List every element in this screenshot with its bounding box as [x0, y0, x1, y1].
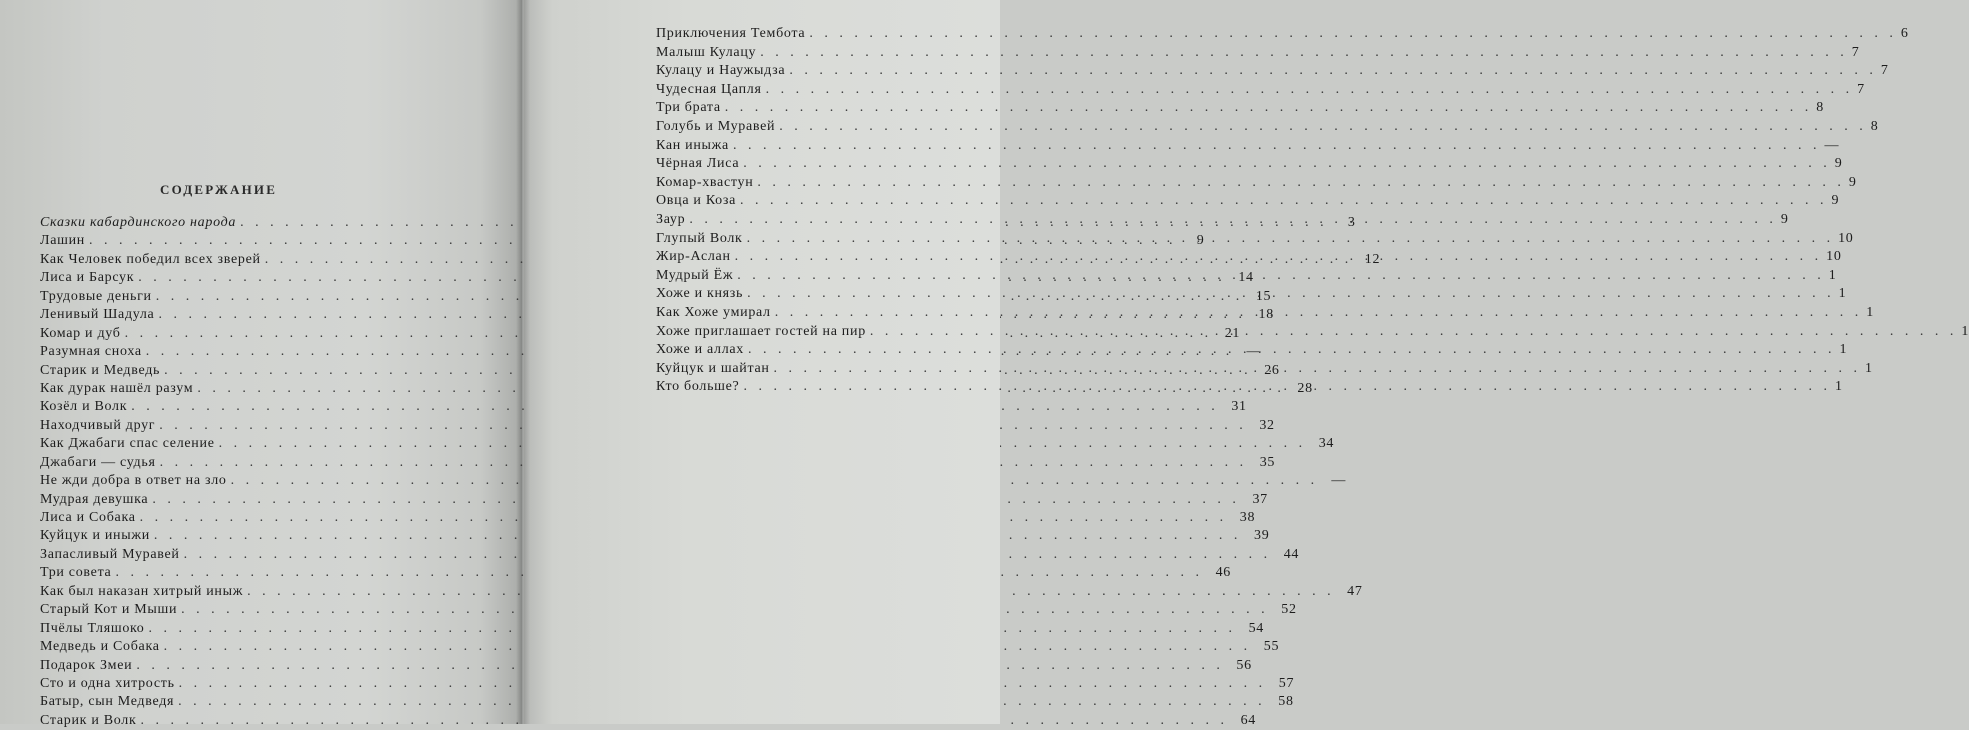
toc-entry-title: Кан иныжа [656, 137, 729, 153]
toc-entry-page-number: 14 [1238, 270, 1254, 286]
toc-entry-page-number: 7 [1880, 63, 1889, 79]
toc-entry-title: Приключения Тембота [656, 26, 806, 41]
toc-entry [656, 230, 1854, 249]
toc-entry [40, 546, 1300, 564]
toc-entry-page-number: — [1824, 137, 1840, 153]
toc-entry-title: Малыш Кулацу [656, 44, 757, 60]
toc-entry-page-number: 44 [1283, 546, 1300, 562]
toc-entry-title: Чёрная Лиса [656, 156, 740, 172]
toc-entry [40, 657, 1252, 675]
toc-entry-page-number: 1 [1828, 267, 1837, 283]
toc-entry-title: Комар и дуб [40, 325, 121, 341]
dot-leader [747, 230, 1835, 249]
toc-entry-page-number: 1 [1839, 342, 1848, 358]
toc-entry-title: Мудрая девушка [40, 491, 149, 507]
dot-leader [757, 174, 1845, 193]
toc-entry-title: Лиса и Собака [40, 510, 136, 525]
toc-entry-page-number: 9 [1196, 233, 1205, 249]
toc-entry-title: Как Хоже умирал [656, 304, 771, 320]
toc-entry-title: Старик и Волк [40, 712, 137, 728]
toc-entry-page-number: 39 [1254, 528, 1270, 544]
dot-leader [737, 267, 1825, 286]
toc-entry [40, 620, 1265, 638]
toc-entry-title: Подарок Змеи [40, 657, 133, 673]
toc-entry-title: Пчёлы Тляшоко [40, 620, 145, 636]
dot-leader [747, 285, 1835, 304]
toc-entry-page-number: — [1246, 344, 1262, 360]
toc-entry [656, 211, 1789, 230]
toc-entry-page-number: 10 [1838, 230, 1854, 246]
toc-entry-page-number: 47 [1347, 583, 1363, 599]
toc-entry [40, 527, 1270, 545]
toc-entry-title: Не жди добра в ответ на зло [40, 473, 227, 489]
toc-entry-title: Хоже приглашает гостей на пир [656, 323, 866, 339]
toc-entry-title: Комар-хвастун [656, 174, 754, 190]
toc-entry-title: Козёл и Волк [40, 399, 128, 415]
toc-entry-page-number: 34 [1318, 436, 1335, 452]
dot-leader [735, 248, 1823, 267]
toc-entry [656, 99, 1824, 118]
toc-entry-title: Чудесная Цапля [656, 81, 762, 97]
dot-leader [740, 192, 1828, 211]
toc-entry-page-number: 7 [1857, 81, 1865, 97]
toc-entry-title: Глупый Волк [656, 230, 743, 246]
toc-entry-page-number: 9 [1831, 193, 1840, 209]
toc-entry-page-number: 1 [1834, 379, 1843, 395]
toc-entry-page-number: 21 [1224, 325, 1241, 341]
toc-entry [40, 601, 1297, 619]
toc-entry-title: Сто и одна хитрость [40, 675, 175, 691]
book-spine-gutter [516, 0, 530, 724]
toc-entry-title: Старый Кот и Мыши [40, 602, 178, 618]
toc-entry-page-number: 52 [1281, 602, 1297, 618]
dot-leader [748, 341, 1836, 360]
toc-entry-title: Медведь и Собака [40, 639, 160, 655]
toc-entry-page-number: 6 [1900, 26, 1909, 41]
toc-entry-page-number: 8 [1816, 100, 1824, 116]
toc-entry-page-number: 9 [1834, 156, 1843, 172]
toc-entry-title: Лиса и Барсук [40, 270, 135, 286]
toc-entry-title: Как Человек победил всех зверей [40, 251, 261, 267]
toc-entry-title: Хоже и князь [656, 286, 744, 302]
toc-entry-title: Лашин [40, 233, 85, 249]
toc-entry-page-number: 58 [1278, 694, 1294, 710]
toc-entry [656, 25, 1909, 44]
toc-entry-page-number: 7 [1851, 44, 1860, 60]
toc-entry [656, 44, 1860, 63]
toc-entry-title: Голубь и Муравей [656, 118, 776, 134]
toc-entry-title: Мудрый Ёж [656, 267, 734, 283]
toc-entry-page-number: 10 [1826, 249, 1842, 265]
toc-entry-title: Заур [656, 211, 686, 227]
toc-entry [40, 509, 1256, 527]
toc-entry [40, 435, 1335, 453]
toc-entry-title: Кто больше? [656, 379, 740, 395]
toc-entry [40, 398, 1247, 416]
toc-entry-page-number: 64 [1240, 712, 1256, 728]
toc-entry-title: Три совета [40, 565, 112, 581]
toc-entry-title: Находчивый друг [40, 417, 156, 433]
toc-entry-page-number: 37 [1252, 491, 1268, 507]
dot-leader [733, 137, 1821, 156]
toc-entry-title: Куйцук и шайтан [656, 360, 770, 376]
dot-leader [789, 62, 1877, 81]
toc-entry [656, 62, 1889, 81]
toc-entry-page-number: 1 [1865, 360, 1873, 376]
toc-entry-page-number: 35 [1259, 454, 1276, 470]
toc-entry-page-number: 1 [1838, 286, 1847, 302]
toc-entry-title: Хоже и аллах [656, 342, 744, 358]
toc-entry [656, 192, 1840, 211]
toc-entry [40, 564, 1231, 582]
toc-entry [656, 137, 1840, 156]
toc-entry [656, 341, 1848, 360]
toc-entry-title: Три брата [656, 100, 721, 116]
toc-entry-page-number: 38 [1239, 510, 1256, 525]
dot-leader [870, 323, 1958, 342]
toc-entry-page-number: 56 [1236, 657, 1252, 673]
toc-entry-title: Батыр, сын Медведя [40, 694, 175, 710]
toc-entry-title: Старик и Медведь [40, 362, 161, 378]
toc-entry [656, 174, 1857, 193]
toc-entry-page-number: 26 [1264, 362, 1280, 378]
dot-leader [743, 378, 1831, 397]
toc-entry [40, 638, 1280, 656]
contents-heading: СОДЕРЖАНИЕ [160, 182, 278, 197]
dot-leader [725, 99, 1813, 118]
dot-leader [775, 304, 1863, 323]
toc-entry [40, 583, 1363, 601]
toc-entry [40, 472, 1347, 490]
toc-entry-page-number: 3 [1347, 215, 1356, 230]
toc-entry-page-number: 31 [1231, 399, 1247, 415]
toc-entry-page-number: 9 [1848, 174, 1857, 190]
toc-entry-title: Как был наказан хитрый иныж [40, 583, 244, 599]
toc-entry-title: Как дурак нашёл разум [40, 380, 194, 396]
toc-entry-page-number: 9 [1780, 211, 1789, 227]
toc-entry-page-number: 55 [1263, 639, 1280, 655]
dot-leader [760, 44, 1848, 63]
toc-entry-page-number: 28 [1297, 380, 1313, 396]
toc-entry-title: Как Джабаги спас селение [40, 436, 215, 452]
dot-leader [743, 155, 1831, 174]
dot-leader [766, 81, 1854, 100]
toc-entry [40, 712, 1256, 730]
dot-leader [809, 25, 1897, 44]
toc-entry [40, 454, 1276, 472]
toc-entry-page-number: 32 [1259, 417, 1275, 433]
toc-entry [40, 675, 1295, 693]
toc-entry [656, 155, 1843, 174]
toc-entry [656, 118, 1879, 137]
toc-entry-title: Сказки кабардинского народа [40, 215, 237, 230]
toc-entry [40, 693, 1294, 711]
toc-entry-page-number: 57 [1278, 675, 1295, 691]
dot-leader [774, 360, 1862, 379]
toc-entry-title: Запасливый Муравей [40, 546, 180, 562]
toc-entry-title: Ленивый Шадула [40, 307, 155, 323]
toc-entry [40, 491, 1268, 509]
toc-entry-page-number: 1 [1866, 304, 1874, 320]
toc-entry-page-number: 54 [1248, 620, 1265, 636]
dot-leader [689, 211, 1777, 230]
toc-entry-page-number: 18 [1258, 307, 1274, 323]
toc-entry-title: Овца и Коза [656, 193, 737, 209]
toc-entry-title: Трудовые деньги [40, 288, 152, 304]
dot-leader [779, 118, 1867, 137]
toc-entry-page-number: 1 [1961, 323, 1969, 339]
toc-entry-title: Куйцук и иныжи [40, 528, 150, 544]
toc-entry-title: Жир-Аслан [656, 249, 731, 265]
toc-entry-page-number: — [1331, 473, 1347, 489]
toc-entry-title: Кулацу и Наужыдза [656, 63, 786, 79]
toc-entry [656, 81, 1865, 100]
toc-entry-page-number: 46 [1215, 565, 1231, 581]
toc-entry [40, 417, 1275, 435]
toc-entry-page-number: 8 [1870, 118, 1879, 134]
toc-entry-page-number: 15 [1255, 288, 1272, 304]
toc-entry-title: Джабаги — судья [40, 454, 156, 470]
toc-entry-title: Разумная сноха [40, 344, 142, 360]
toc-entry-page-number: 12 [1364, 251, 1381, 267]
